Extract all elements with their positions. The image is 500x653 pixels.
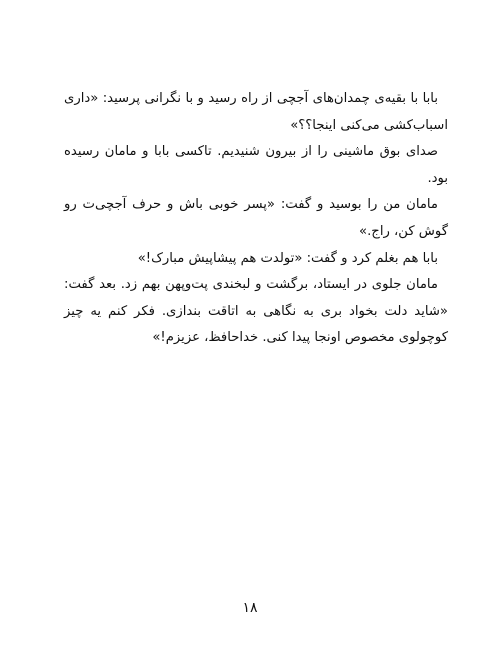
paragraph: مامان من را بوسید و گفت: «پسر خوبی باش و حرف آجچی‌ت رو گوش کن، راج.» [64,197,448,239]
paragraph: بابا هم بغلم کرد و گفت: «تولدت هم پیشاپیش مبارک!» [137,250,438,266]
paragraph: بابا با بقیه‌ی چمدان‌های آجچی از راه رسید و با نگرانی پرسید: «داری اسباب‌کشی می‌کنی اینجا؟؟» [64,91,448,133]
paragraph: مامان جلوی در ایستاد، برگشت و لبخندی پت‌وپهن بهم زد. بعد گفت: «شاید دلت بخواد بری به نگاهی به اتاقت بندازی. فکر کنم یه چیز کوچولوی مخصوص اونجا پیدا کنی. خداحافظ، عزیزم!» [64,277,448,346]
paragraph: صدای بوق ماشینی را از بیرون شنیدیم. تاکسی بابا و مامان رسیده بود. [64,144,448,186]
page-number: ۱۸ [242,600,258,616]
body-text [64,86,448,352]
